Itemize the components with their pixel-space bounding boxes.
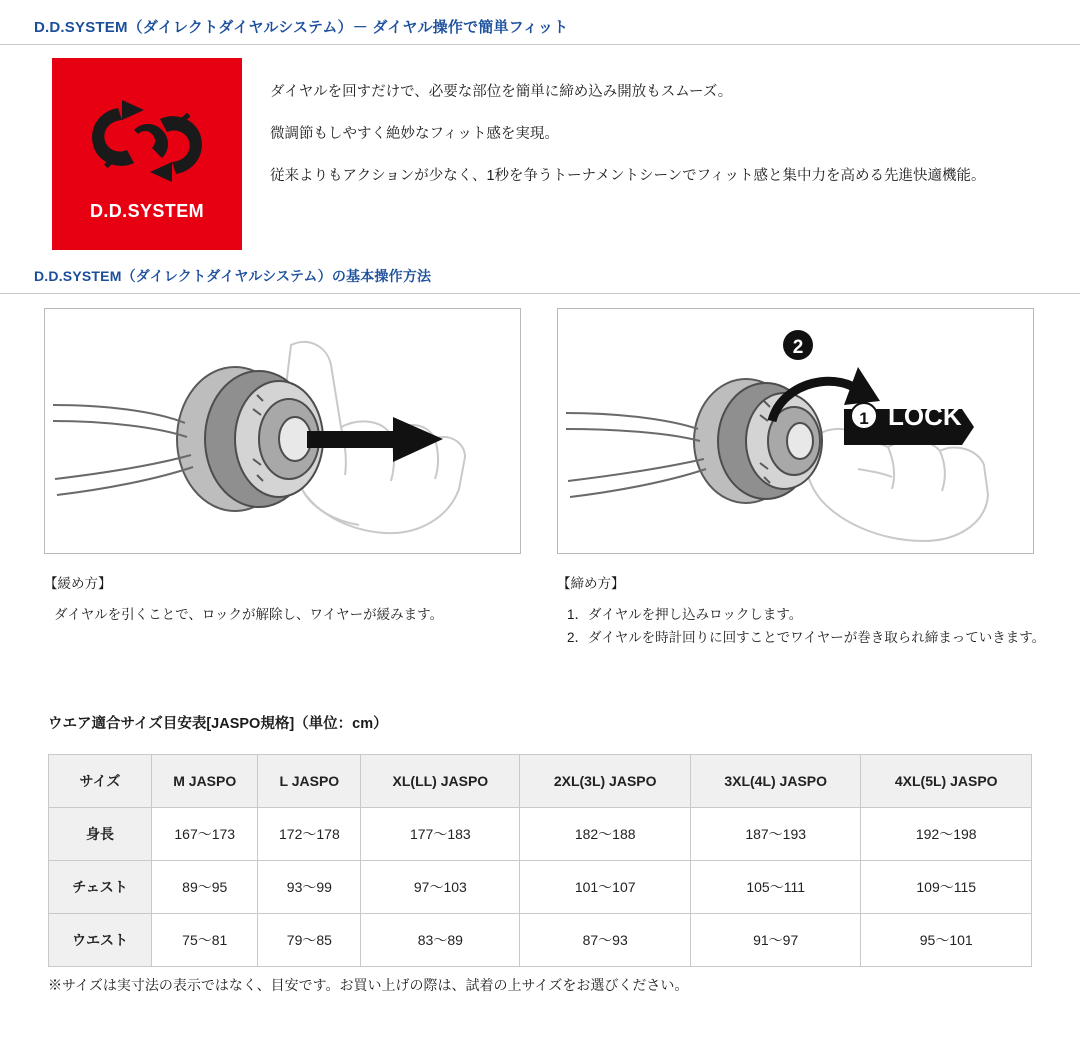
intro-line-3: 従来よりもアクションが少なく、1秒を争うトーナメントシーンでフィット感と集中力を高める先進快適機能。 bbox=[270, 167, 986, 184]
table-col-header-2: L JASPO bbox=[258, 755, 361, 808]
figure-loosen bbox=[44, 308, 521, 650]
size-table-title: ウエア適合サイズ目安表[JASPO規格]（単位：cm） bbox=[48, 716, 388, 732]
badge-2 bbox=[783, 330, 813, 360]
table-col-header-0: サイズ bbox=[49, 755, 152, 808]
table-row bbox=[49, 861, 1032, 914]
badge-1 bbox=[851, 403, 877, 429]
table-col-header-6: 4XL(5L) JASPO bbox=[861, 755, 1032, 808]
table-cell-1-2: 97〜103 bbox=[361, 861, 520, 914]
table-cell-0-3: 182〜188 bbox=[520, 808, 691, 861]
table-row-label-2: ウエスト bbox=[49, 914, 152, 967]
table-row bbox=[49, 808, 1032, 861]
figure-tighten-caption-body bbox=[557, 604, 1046, 650]
instruction-figures bbox=[44, 308, 1046, 650]
figure-tighten bbox=[557, 308, 1046, 650]
table-cell-2-2: 83〜89 bbox=[361, 914, 520, 967]
table-col-header-4: 2XL(3L) JASPO bbox=[520, 755, 691, 808]
table-cell-0-5: 192〜198 bbox=[861, 808, 1032, 861]
figure-tighten-image bbox=[557, 308, 1034, 554]
table-col-header-3: XL(LL) JASPO bbox=[361, 755, 520, 808]
figure-tighten-caption-title: 【締め方】 bbox=[557, 576, 625, 591]
figure-tighten-caption-line-2: 2．ダイヤルを時計回りに回すことでワイヤーが巻き取られ締まっていきます。 bbox=[567, 629, 1046, 645]
dd-system-mark-icon bbox=[82, 86, 212, 196]
figure-loosen-caption-line-1: ダイヤルを引くことで、ロックが解除し、ワイヤーが緩みます。 bbox=[54, 607, 444, 622]
table-cell-2-3: 87〜93 bbox=[520, 914, 691, 967]
table-cell-0-1: 172〜178 bbox=[258, 808, 361, 861]
table-cell-0-2: 177〜183 bbox=[361, 808, 520, 861]
table-cell-2-5: 95〜101 bbox=[861, 914, 1032, 967]
svg-text:2: 2 bbox=[792, 337, 804, 358]
sub-section-heading: D.D.SYSTEM（ダイレクトダイヤルシステム）の基本操作方法 bbox=[0, 266, 1080, 294]
intro-text-block bbox=[270, 58, 986, 187]
table-col-header-5: 3XL(4L) JASPO bbox=[690, 755, 861, 808]
size-table bbox=[48, 754, 1032, 967]
dd-system-logo bbox=[52, 58, 242, 250]
table-cell-1-1: 93〜99 bbox=[258, 861, 361, 914]
table-row-label-1: チェスト bbox=[49, 861, 152, 914]
table-cell-2-4: 91〜97 bbox=[690, 914, 861, 967]
table-cell-0-4: 187〜193 bbox=[690, 808, 861, 861]
table-cell-2-1: 79〜85 bbox=[258, 914, 361, 967]
figure-loosen-caption-title: 【緩め方】 bbox=[44, 576, 112, 591]
svg-text:LOCK: LOCK bbox=[888, 401, 962, 431]
table-cell-1-4: 105〜111 bbox=[690, 861, 861, 914]
intro-line-2: 微調節もしやすく絶妙なフィット感を実現。 bbox=[270, 125, 559, 142]
intro-block bbox=[52, 58, 986, 250]
table-cell-1-3: 101〜107 bbox=[520, 861, 691, 914]
intro-line-1: ダイヤルを回すだけで、必要な部位を簡単に締め込み開放もスムーズ。 bbox=[270, 84, 733, 100]
table-row bbox=[49, 914, 1032, 967]
table-col-header-1: M JASPO bbox=[152, 755, 258, 808]
table-cell-1-0: 89〜95 bbox=[152, 861, 258, 914]
table-cell-1-5: 109〜115 bbox=[861, 861, 1032, 914]
table-cell-0-0: 167〜173 bbox=[152, 808, 258, 861]
svg-text:1: 1 bbox=[859, 409, 869, 428]
figure-tighten-caption-line-1: 1．ダイヤルを押し込みロックします。 bbox=[567, 607, 803, 622]
main-section-heading: D.D.SYSTEM（ダイレクトダイヤルシステム）－ ダイヤル操作で簡単フィット bbox=[0, 16, 1080, 45]
table-cell-2-0: 75〜81 bbox=[152, 914, 258, 967]
figure-loosen-caption-body bbox=[44, 604, 521, 627]
table-header-row bbox=[49, 755, 1032, 808]
dd-system-logo-label: D.D.SYSTEM bbox=[89, 201, 204, 221]
size-table-note: ※サイズは実寸法の表示ではなく、目安です。お買い上げの際は、試着の上サイズをお選びください。 bbox=[48, 977, 689, 993]
figure-loosen-image bbox=[44, 308, 521, 554]
table-row-label-0: 身長 bbox=[49, 808, 152, 861]
